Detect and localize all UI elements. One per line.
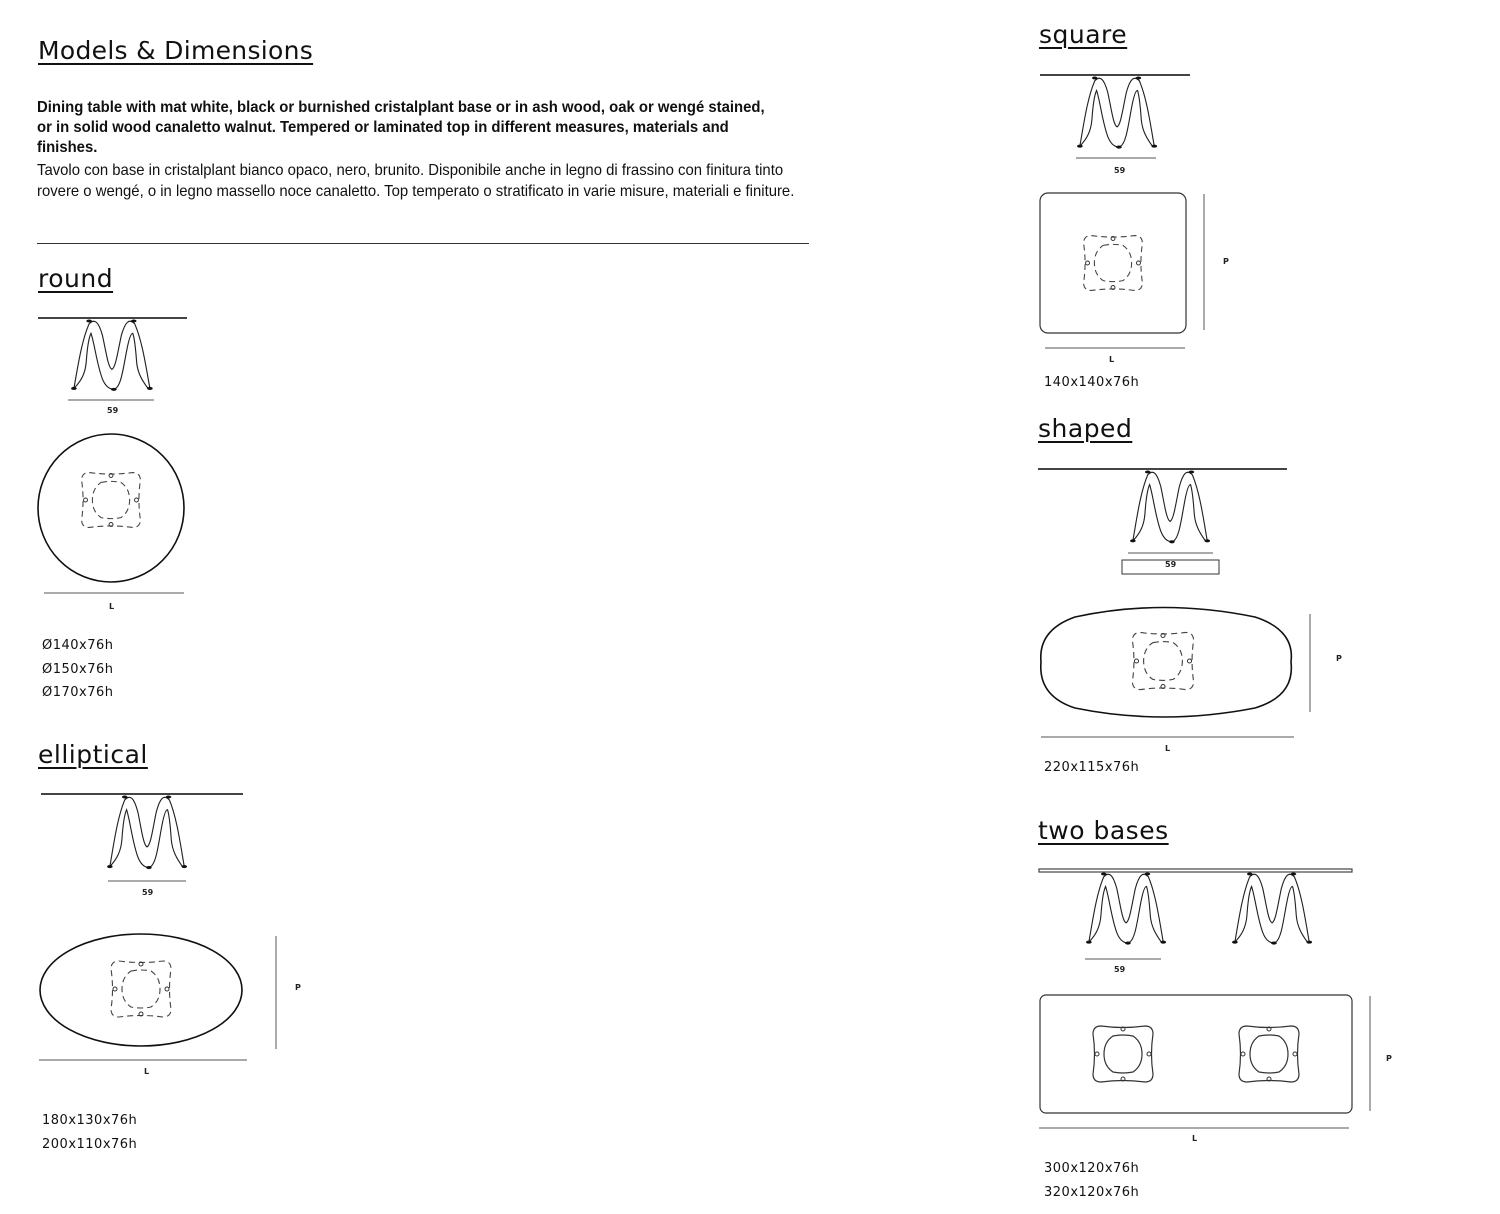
table-base <box>71 320 153 391</box>
base-width-label: 59 <box>107 406 119 415</box>
table-base <box>1077 77 1157 149</box>
two-bases-elevation-drawing <box>0 0 1 1</box>
dimension-list <box>42 1109 137 1156</box>
dimension-list <box>1044 371 1139 395</box>
base-width-label: 59 <box>1165 560 1177 569</box>
elliptical-tabletop-plan <box>40 934 242 1046</box>
description-italian: Tavolo con base in cristalplant bianco opaco, nero, brunito. Disponibile anche in legno di frassino con finitura tinto rovere o wengé, o in legno massello noce canaletto. Top temperato o stratificato in varie misure, materiali e finiture. <box>37 162 795 200</box>
table-base <box>107 796 187 870</box>
dimension-list <box>1044 756 1139 780</box>
round-tabletop-plan <box>38 434 184 582</box>
dimension-item: 220x115x76h <box>1044 760 1140 775</box>
dimension-item: 180x130x76h <box>42 1113 138 1128</box>
dimension-item: 200x110x76h <box>42 1136 138 1152</box>
model-title: two bases <box>1038 816 1169 845</box>
model-title: square <box>1039 20 1128 49</box>
table-top-line <box>1039 869 1352 872</box>
dimension-item: 300x120x76h <box>1044 1161 1140 1176</box>
description-english: Dining table with mat white, black or burnished cristalplant base or in ash wood, oak or wengé stained, or in solid wood canaletto walnut. Tempered or laminated top in different measures, materials and finishes. <box>37 99 765 156</box>
depth-label: P <box>1336 654 1342 663</box>
base-width-label: 59 <box>142 888 154 897</box>
length-label: L <box>1109 355 1115 364</box>
dimension-list <box>1044 1157 1139 1204</box>
dimension-item: Ø170x76h <box>42 685 114 700</box>
dimension-list <box>42 634 114 705</box>
depth-label: P <box>1223 257 1229 266</box>
base-width-label: 59 <box>1114 166 1126 175</box>
dimension-item: Ø150x76h <box>42 661 114 677</box>
table-base <box>1130 471 1210 544</box>
model-title: elliptical <box>38 740 148 769</box>
square-tabletop-plan <box>1040 193 1186 333</box>
two-bases-tabletop-plan <box>1040 995 1352 1113</box>
page-title: Models & Dimensions <box>38 36 314 65</box>
length-label: L <box>1192 1134 1198 1143</box>
model-title: shaped <box>1038 414 1133 443</box>
model-title: round <box>38 264 114 293</box>
table-base-right <box>1232 873 1312 945</box>
base-plate-plan <box>111 961 171 1017</box>
base-plate-plan <box>1132 632 1193 689</box>
depth-label: P <box>1386 1054 1392 1063</box>
dimension-item: 320x120x76h <box>1044 1184 1140 1200</box>
length-label: L <box>144 1067 150 1076</box>
base-plate-plan <box>82 473 141 528</box>
dimension-item: 140x140x76h <box>1044 375 1140 390</box>
dimension-item: Ø140x76h <box>42 638 114 653</box>
base-width-label: 59 <box>1114 965 1126 974</box>
depth-label: P <box>295 983 301 992</box>
base-plate-plan <box>1084 236 1143 291</box>
shaped-tabletop-plan <box>1041 608 1292 718</box>
base-plate-plan-left <box>1093 1026 1153 1082</box>
table-base-left <box>1086 873 1166 945</box>
length-label: L <box>109 602 115 611</box>
length-label: L <box>1165 744 1171 753</box>
base-plate-plan-right <box>1239 1026 1299 1082</box>
section-divider <box>37 243 809 244</box>
